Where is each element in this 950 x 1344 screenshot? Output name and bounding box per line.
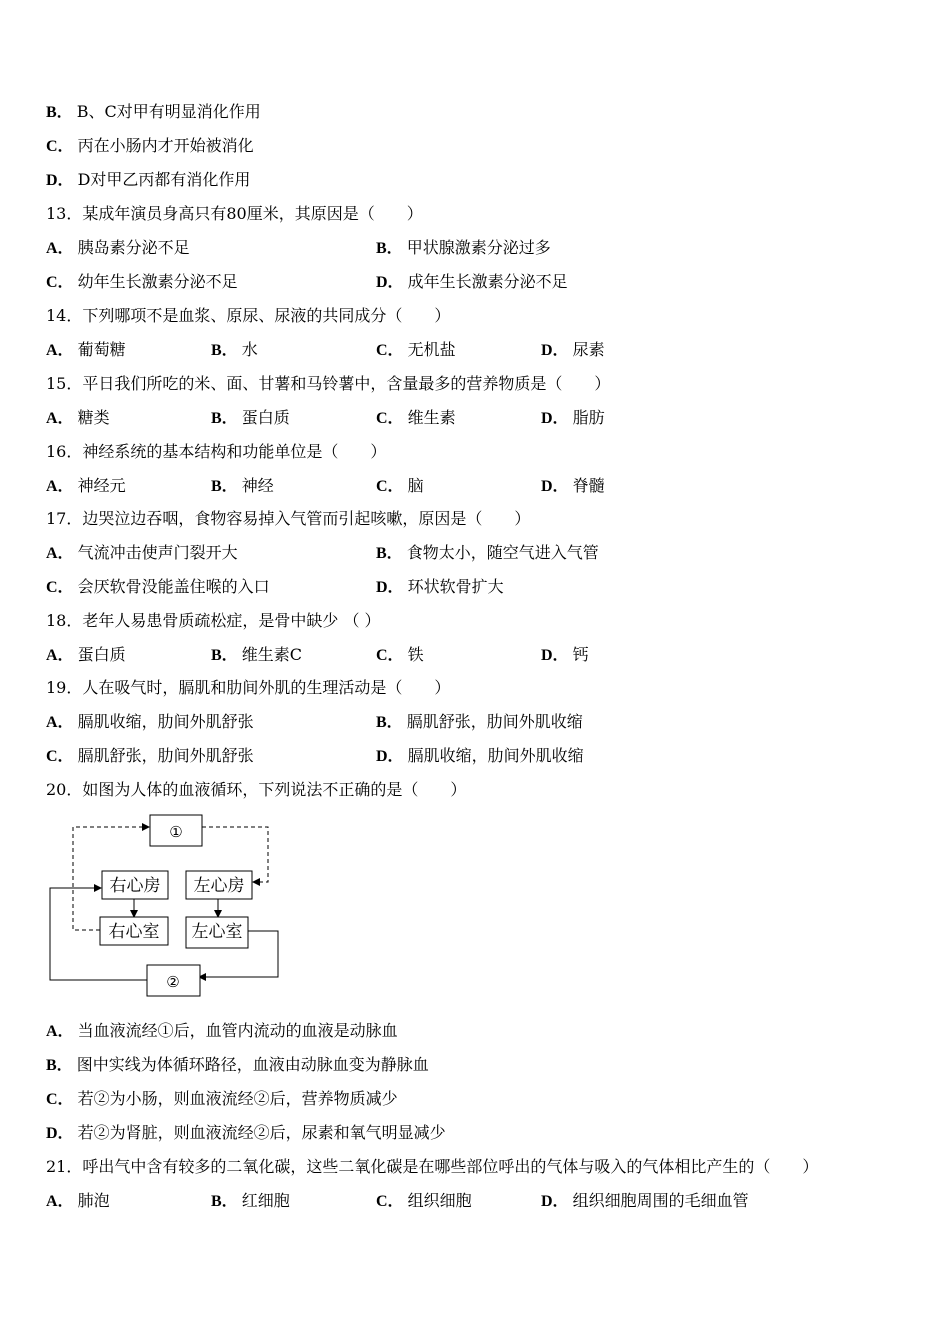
q20-option-c: C． 若②为小肠，则血液流经②后，营养物质减少 <box>46 1089 398 1108</box>
node1-label: ① <box>169 823 183 841</box>
q18-stem: 18．老年人易患骨质疏松症，是骨中缺少 （ ） <box>46 611 381 630</box>
q13-option-d: D． 成年生长激素分泌不足 <box>376 272 568 291</box>
q18-option-c: C． 铁 <box>376 645 424 664</box>
q14-option-c: C． 无机盐 <box>376 340 456 359</box>
q17-stem: 17．边哭泣边吞咽，食物容易掉入气管而引起咳嗽，原因是（ ） <box>46 509 531 528</box>
q20-option-a: A． 当血液流经①后，血管内流动的血液是动脉血 <box>46 1021 398 1040</box>
q19-option-a: A． 膈肌收缩，肋间外肌舒张 <box>46 712 254 731</box>
q15-option-d: D． 脂肪 <box>541 408 605 427</box>
q16-option-c: C． 脑 <box>376 476 424 495</box>
q16-option-b: B． 神经 <box>211 476 274 495</box>
q14-option-a: A． 葡萄糖 <box>46 340 126 359</box>
right-ventricle-label: 右心室 <box>108 922 160 942</box>
q12-option-b: B． B、C对甲有明显消化作用 <box>46 102 261 121</box>
q13-stem: 13．某成年演员身高只有80厘米，其原因是（ ） <box>46 204 423 223</box>
q13-option-c: C． 幼年生长激素分泌不足 <box>46 272 238 291</box>
q15-option-a: A． 糖类 <box>46 408 110 427</box>
left-atrium-label: 左心房 <box>193 876 245 896</box>
q21-stem: 21．呼出气中含有较多的二氧化碳，这些二氧化碳是在哪些部位呼出的气体与吸入的气体相比产生的（ ） <box>46 1157 819 1176</box>
q14-stem: 14．下列哪项不是血浆、原尿、尿液的共同成分（ ） <box>46 306 451 325</box>
q17-option-a: A． 气流冲击使声门裂开大 <box>46 543 238 562</box>
q16-option-d: D． 脊髓 <box>541 476 605 495</box>
q15-stem: 15．平日我们所吃的米、面、甘薯和马铃薯中，含量最多的营养物质是（ ） <box>46 374 611 393</box>
q12-option-c: C． 丙在小肠内才开始被消化 <box>46 136 254 155</box>
node2-label: ② <box>166 973 180 991</box>
q16-option-a: A． 神经元 <box>46 476 126 495</box>
q12-option-d: D． D对甲乙丙都有消化作用 <box>46 170 251 189</box>
q20-option-d: D． 若②为肾脏，则血液流经②后，尿素和氧气明显减少 <box>46 1123 446 1142</box>
blood-circulation-diagram <box>40 810 290 1002</box>
right-atrium-label: 右心房 <box>109 876 161 896</box>
q18-option-d: D． 钙 <box>541 645 589 664</box>
q21-option-d: D． 组织细胞周围的毛细血管 <box>541 1191 749 1210</box>
q19-option-b: B． 膈肌舒张，肋间外肌收缩 <box>376 712 583 731</box>
q13-option-a: A． 胰岛素分泌不足 <box>46 238 190 257</box>
q16-stem: 16．神经系统的基本结构和功能单位是（ ） <box>46 442 387 461</box>
q13-option-b: B． 甲状腺激素分泌过多 <box>376 238 551 257</box>
q17-option-b: B． 食物太小，随空气进入气管 <box>376 543 599 562</box>
q19-option-d: D． 膈肌收缩，肋间外肌收缩 <box>376 746 584 765</box>
q21-option-c: C． 组织细胞 <box>376 1191 472 1210</box>
q17-option-c: C． 会厌软骨没能盖住喉的入口 <box>46 577 270 596</box>
q14-option-b: B． 水 <box>211 340 258 359</box>
q19-stem: 19．人在吸气时，膈肌和肋间外肌的生理活动是（ ） <box>46 678 451 697</box>
q18-option-b: B． 维生素C <box>211 645 302 664</box>
q21-option-a: A． 肺泡 <box>46 1191 110 1210</box>
q14-option-d: D． 尿素 <box>541 340 605 359</box>
q15-option-b: B． 蛋白质 <box>211 408 290 427</box>
q15-option-c: C． 维生素 <box>376 408 456 427</box>
q19-option-c: C． 膈肌舒张，肋间外肌舒张 <box>46 746 254 765</box>
q17-option-d: D． 环状软骨扩大 <box>376 577 504 596</box>
q21-option-b: B． 红细胞 <box>211 1191 290 1210</box>
q20-stem: 20．如图为人体的血液循环，下列说法不正确的是（ ） <box>46 780 467 799</box>
left-ventricle-label: 左心室 <box>191 922 243 942</box>
q18-option-a: A． 蛋白质 <box>46 645 126 664</box>
q20-option-b: B． 图中实线为体循环路径，血液由动脉血变为静脉血 <box>46 1055 429 1074</box>
